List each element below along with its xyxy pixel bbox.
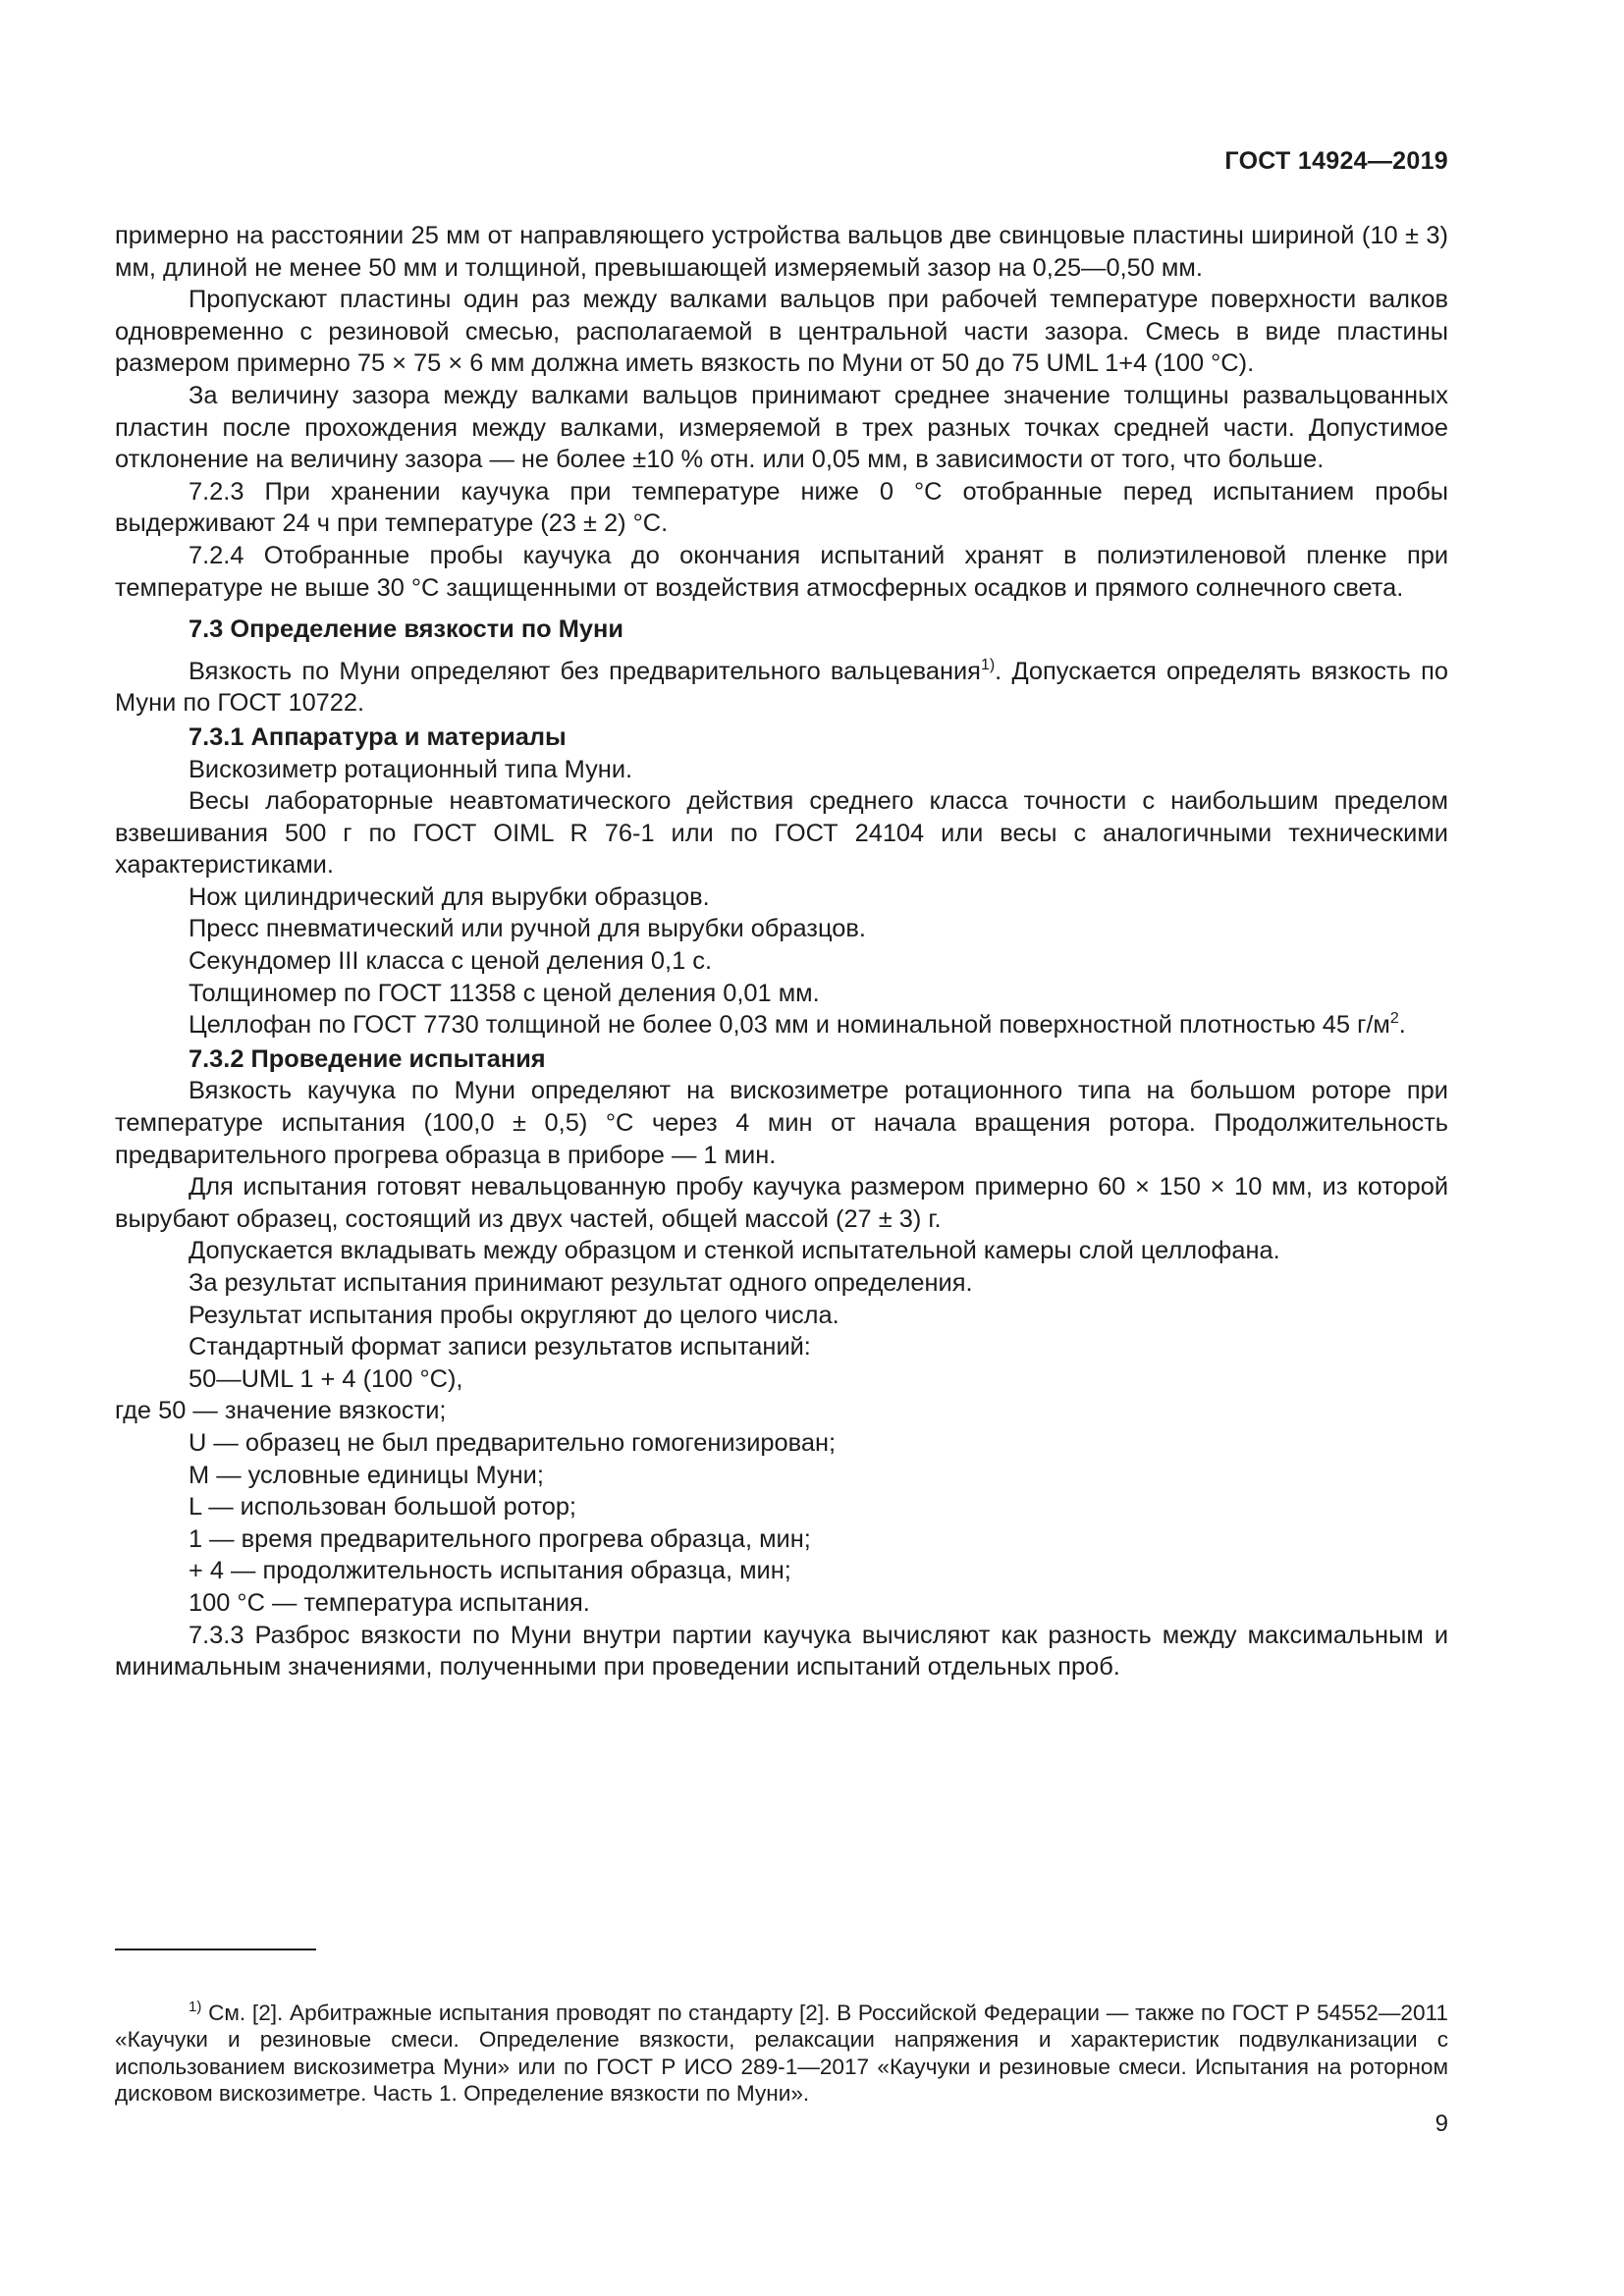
list-item: Толщиномер по ГОСТ 11358 с ценой деления 0,01 мм.	[189, 979, 820, 1007]
subsection-heading-7-3-1: 7.3.1 Аппаратура и материалы	[189, 722, 567, 751]
paragraph: За величину зазора между валками вальцов принимают среднее значение толщины развальцованных пластин после прохождения между валками, измеряемой в трех разных точках средней части. Допустимое отклонение на величину зазора — не более ±10 % отн. или 0,05 мм, в зависимости от того, что больше.	[115, 381, 1448, 474]
paragraph-text: Целлофан по ГОСТ 7730 толщиной не более 0,03 мм и номинальной поверхностной плотностью 45 г/м	[189, 1011, 1390, 1040]
clause-7-2-3: 7.2.3 При хранении каучука при температуре ниже 0 °С отобранные перед испытанием пробы выдерживают 24 ч при температуре (23 ± 2) °С.	[115, 477, 1448, 538]
where-clause: где 50 — значение вязкости;	[115, 1397, 447, 1425]
legend-item: 100 °С — температура испытания.	[189, 1588, 590, 1617]
list-item	[115, 1009, 1448, 1041]
paragraph-text: Вязкость по Муни определяют без предварительного вальцевания	[189, 657, 981, 685]
paragraph: Для испытания готовят невальцованную пробу каучука размером примерно 60 × 150 × 10 мм, из которой вырубают образец, состоящий из двух частей, общей массой (27 ± 3) г.	[115, 1173, 1448, 1233]
list-item: Вискозиметр ротационный типа Муни.	[189, 755, 633, 783]
section-heading-7-3: 7.3 Определение вязкости по Муни	[189, 615, 623, 644]
paragraph: За результат испытания принимают результат одного определения.	[189, 1269, 973, 1297]
paragraph-text: . Допускается определять вязкость по Муни по ГОСТ 10722.	[115, 657, 1448, 718]
list-item: Секундомер III класса с ценой деления 0,1 с.	[189, 947, 713, 976]
paragraph: примерно на расстоянии 25 мм от направляющего устройства вальцов две свинцовые пластины шириной (10 ± 3) мм, длиной не менее 50 мм и толщиной, превышающей измеряемый зазор на 0,25—0,50 мм.	[115, 222, 1448, 282]
document-id-header: ГОСТ 14924—2019	[1224, 147, 1448, 175]
legend-item: + 4 — продолжительность испытания образца, мин;	[189, 1557, 791, 1585]
subsection-heading-7-3-2: 7.3.2 Проведение испытания	[189, 1044, 546, 1073]
footnote-separator	[115, 1949, 316, 1950]
clause-7-2-4: 7.2.4 Отобранные пробы каучука до окончания испытаний хранят в полиэтиленовой пленке при температуре не выше 30 °С защищенными от воздействия атмосферных осадков и прямого солнечного света.	[115, 541, 1448, 602]
result-format-example: 50—UML 1 + 4 (100 °С),	[189, 1364, 463, 1393]
superscript: 2	[1389, 1010, 1399, 1028]
paragraph-text: .	[1398, 1011, 1406, 1040]
paragraph: Стандартный формат записи результатов испытаний:	[189, 1333, 811, 1362]
legend-item: 1 — время предварительного прогрева образца, мин;	[189, 1524, 811, 1553]
paragraph: Результат испытания пробы округляют до целого числа.	[189, 1301, 839, 1329]
document-page	[115, 0, 1448, 2296]
footnote-text: См. [2]. Арбитражные испытания проводят по стандарту [2]. В Российской Федерации — также по ГОСТ Р 54552—2011 «Каучуки и резиновые смеси. Определение вязкости, релаксации напряжения и характеристик подвулканизации с использованием вискозиметра Муни» или по ГОСТ Р ИСО 289-1—2017 «Каучуки и резиновые смеси. Испытания на роторном дисковом вискозиметре. Часть 1. Определение вязкости по Муни».	[115, 2000, 1448, 2107]
page-number: 9	[1435, 2110, 1448, 2137]
legend-item: U — образец не был предварительно гомогенизирован;	[189, 1428, 837, 1457]
clause-7-3-3: 7.3.3 Разброс вязкости по Муни внутри партии каучука вычисляют как разность между максимальным и минимальным значениями, полученными при проведении испытаний отдельных проб.	[115, 1621, 1448, 1682]
paragraph: Допускается вкладывать между образцом и стенкой испытательной камеры слой целлофана.	[189, 1237, 1280, 1265]
paragraph: Пропускают пластины один раз между валками вальцов при рабочей температуре поверхности валков одновременно с резиновой смесью, располагаемой в центральной части зазора. Смесь в виде пластины размером примерно 75 × 75 × 6 мм должна иметь вязкость по Муни от 50 до 75 UML 1+4 (100 °С).	[115, 286, 1448, 378]
list-item: Нож цилиндрический для вырубки образцов.	[189, 882, 710, 911]
list-item: Пресс пневматический или ручной для вырубки образцов.	[189, 915, 866, 943]
footnote-mark: 1)	[189, 1998, 202, 2015]
legend-item: M — условные единицы Муни;	[189, 1461, 544, 1489]
legend-item: L — использован большой ротор;	[189, 1493, 576, 1522]
footnote-reference: 1)	[980, 656, 996, 673]
list-item: Весы лабораторные неавтоматического действия среднего класса точности с наибольшим пределом взвешивания 500 г по ГОСТ OIML R 76-1 или по ГОСТ 24104 или весы с аналогичными техническими характеристиками.	[115, 787, 1448, 880]
document-body	[115, 220, 1448, 1683]
footnote	[115, 2000, 1448, 2108]
paragraph-with-footnote-ref	[115, 656, 1448, 720]
paragraph: Вязкость каучука по Муни определяют на вискозиметре ротационного типа на большом роторе при температуре испытания (100,0 ± 0,5) °С через 4 мин от начала вращения ротора. Продолжительность предварительного прогрева образца в приборе — 1 мин.	[115, 1077, 1448, 1169]
